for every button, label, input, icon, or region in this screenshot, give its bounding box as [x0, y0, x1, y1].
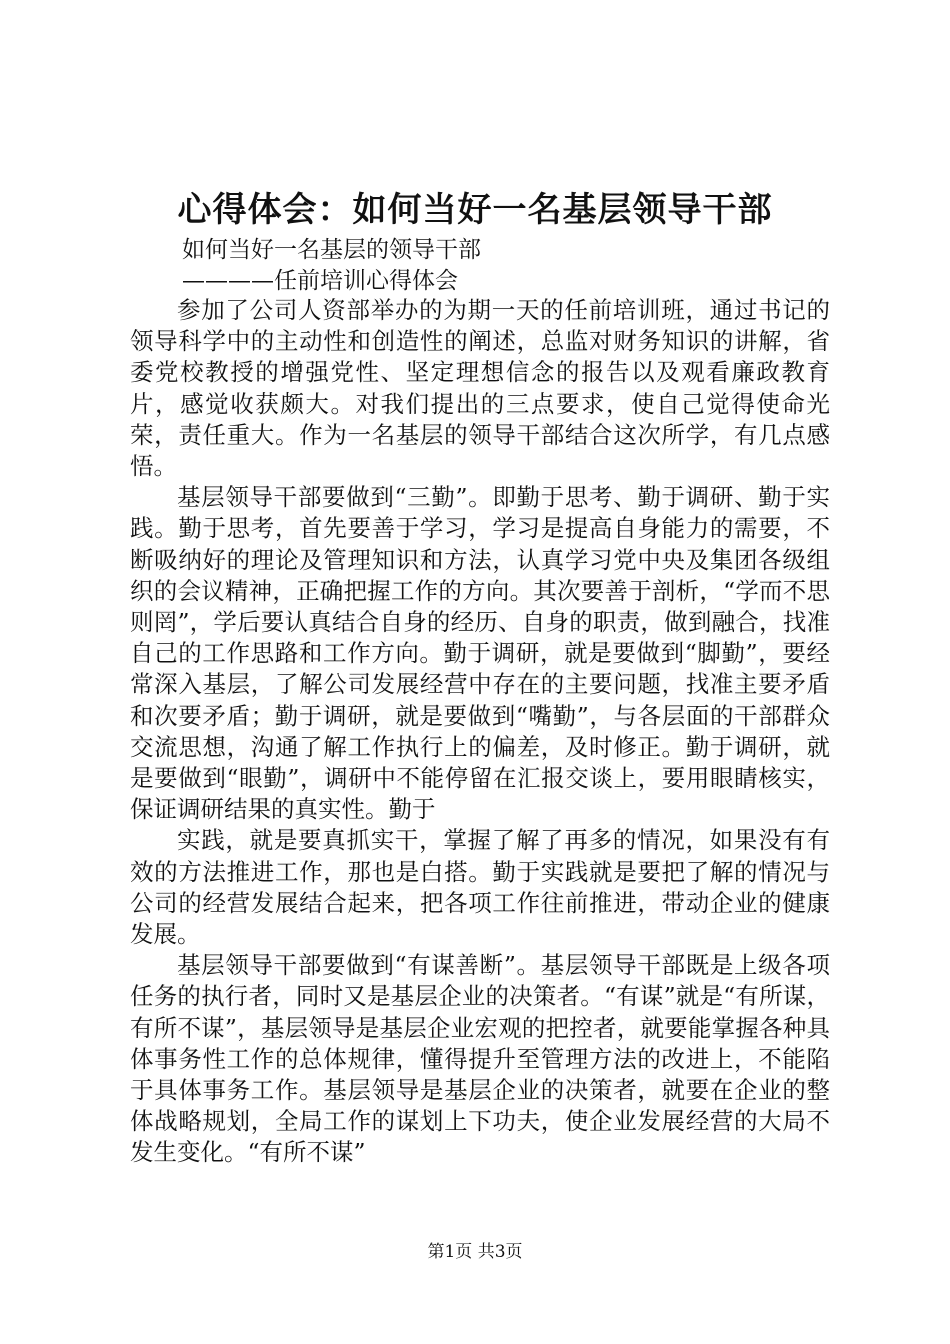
document-body: [130, 295, 830, 1169]
paragraph-3: 实践，就是要真抓实干，掌握了解了再多的情况，如果没有有效的方法推进工作，那也是白搭。勤于实践就是要把了解的情况与公司的经营发展结合起来，把各项工作往前推进，带动企业的健康发展。: [130, 826, 830, 949]
page-footer: 第1页 共3页: [427, 1242, 523, 1262]
document-title: 心得体会：如何当好一名基层领导干部: [177, 190, 773, 230]
subtitle-line-2: ————任前培训心得体会: [182, 268, 458, 294]
paragraph-4: 基层领导干部要做到“有谋善断”。基层领导干部既是上级各项任务的执行者，同时又是基层企业的决策者。“有谋”就是“有所谋，有所不谋”，基层领导是基层企业宏观的把控者，就要能掌握各种具体事务性工作的总体规律，懂得提升至管理方法的改进上，不能陷于具体事务工作。基层领导是基层企业的决策者，就要在企业的整体战略规划，全局工作的谋划上下功夫，使企业发展经营的大局不发生变化。“有所不谋”: [130, 951, 830, 1167]
subtitle-line-1: 如何当好一名基层的领导干部: [182, 237, 481, 263]
paragraph-1: 参加了公司人资部举办的为期一天的任前培训班，通过书记的领导科学中的主动性和创造性的阐述，总监对财务知识的讲解，省委党校教授的增强党性、坚定理想信念的报告以及观看廉政教育片，感觉收获颇大。对我们提出的三点要求，使自己觉得使命光荣，责任重大。作为一名基层的领导干部结合这次所学，有几点感悟。: [130, 296, 830, 481]
paragraph-2: 基层领导干部要做到“三勤”。即勤于思考、勤于调研、勤于实践。勤于思考，首先要善于学习，学习是提高自身能力的需要，不断吸纳好的理论及管理知识和方法，认真学习党中央及集团各级组织的会议精神，正确把握工作的方向。其次要善于剖析，“学而不思则罔”，学后要认真结合自身的经历、自身的职责，做到融合，找准自己的工作思路和工作方向。勤于调研，就是要做到“脚勤”，要经常深入基层，了解公司发展经营中存在的主要问题，找准主要矛盾和次要矛盾；勤于调研，就是要做到“嘴勤”，与各层面的干部群众交流思想，沟通了解工作执行上的偏差，及时修正。勤于调研，就是要做到“眼勤”，调研中不能停留在汇报交谈上，要用眼睛核实，保证调研结果的真实性。勤于: [130, 483, 830, 824]
